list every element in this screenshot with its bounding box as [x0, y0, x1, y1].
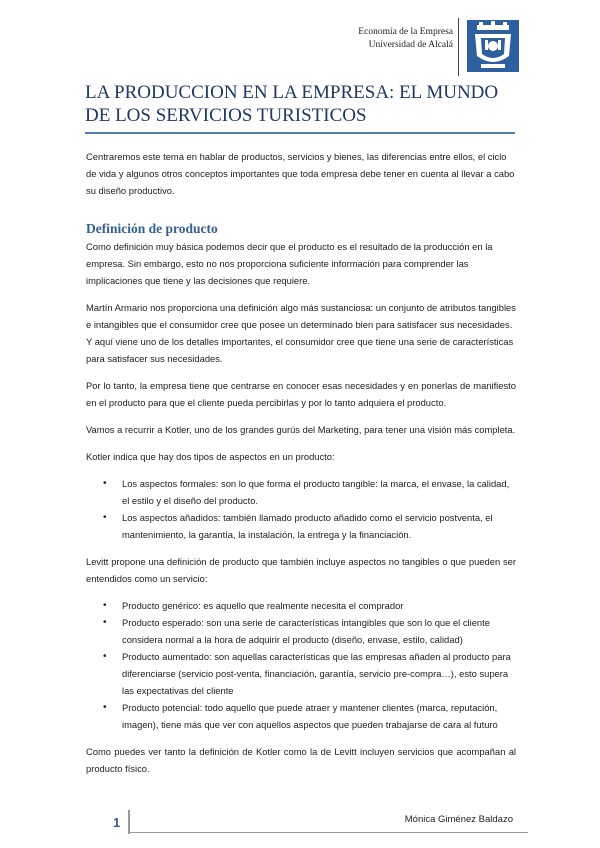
footer-author: Mónica Giménez Baldazo	[404, 814, 513, 825]
list-item: • Producto potencial: todo aquello que puede atraer y mantener clientes (marca, reputación, imagen), tiene más que ver con aquellos aspectos que pueden trabajarse de cara al futuro	[86, 699, 516, 733]
title-underline	[85, 132, 515, 134]
list-item: • Producto genérico: es aquello que realmente necesita el comprador	[86, 597, 516, 614]
document-body	[86, 148, 516, 787]
levitt-list	[86, 597, 516, 733]
paragraph-conclusion: Como puedes ver tanto la definición de Kotler como la de Levitt incluyen servicios que acompañan al producto físico.	[86, 746, 516, 774]
paragraph-empresa: Por lo tanto, la empresa tiene que centrarse en conocer esas necesidades y en ponerlas de manifiesto en el producto para que el cliente pueda percibirlas y por lo tanto adquiera el producto.	[86, 380, 516, 408]
paragraph-kotler-types: Kotler indica que hay dos tipos de aspectos en un producto:	[86, 451, 335, 462]
paragraph-kotler-intro: Vamos a recurrir a Kotler, uno de los grandes gurús del Marketing, para tener una visión más completa.	[86, 424, 516, 435]
header-university: Universidad de Alcalá	[368, 40, 453, 50]
list-item: • Producto aumentado: son aquellas características que las empresas añaden al producto para diferenciarse (servicio post-venta, financiación, garantía, servicio pre-compra…), esto supera las expectativas del cliente	[86, 648, 516, 699]
paragraph-definition: Como definición muy básica podemos decir que el producto es el resultado de la producción en la empresa. Sin embargo, esto no nos proporciona suficiente información para comprender las implicaciones que tiene y las decisiones que requiere.	[86, 241, 493, 286]
header-course: Economía de la Empresa	[358, 27, 453, 37]
list-item: • Los aspectos añadidos: también llamado producto añadido como el servicio postventa, el mantenimiento, la garantía, la instalación, la entrega y la financiación.	[86, 509, 516, 543]
list-item: • Los aspectos formales: son lo que forma el producto tangible: la marca, el envase, la calidad, el estilo y el diseño del producto.	[86, 475, 516, 509]
list-item: • Producto esperado: son una serie de características intangibles que son lo que el cliente considera normal a la hora de adquirir el producto (diseño, envase, estilo, calidad)	[86, 614, 516, 648]
paragraph-levitt: Levitt propone una definición de producto que también incluye aspectos no tangibles o que pueden ser entendidos como un servicio:	[86, 556, 516, 584]
page-header	[358, 26, 453, 52]
paragraph-martin-armario: Martín Armario nos proporciona una definición algo más sustanciosa: un conjunto de atributos tangibles e intangibles que el consumidor cree que posee un determinado bien para satisfacer sus necesidades. Y aquí viene uno de los detalles importantes, el consumidor cree que tiene una serie de características para satisfacer sus necesidades.	[86, 302, 516, 364]
intro-paragraph: Centraremos este tema en hablar de productos, servicios y bienes, las diferencias entre ellos, el ciclo de vida y algunos otros conceptos importantes que toda empresa debe tener en cuenta al llevar a cabo su diseño productivo.	[86, 151, 515, 196]
header-divider	[458, 18, 459, 76]
page-number: 1	[113, 815, 121, 830]
footer-divider-vertical	[128, 810, 130, 834]
university-crest-icon	[467, 20, 519, 72]
section-heading: Definición de producto	[86, 221, 218, 236]
kotler-list	[86, 475, 516, 543]
footer-divider-horizontal	[128, 832, 528, 833]
page-title: LA PRODUCCION EN LA EMPRESA: EL MUNDO DE LOS SERVICIOS TURISTICOS	[85, 82, 499, 126]
